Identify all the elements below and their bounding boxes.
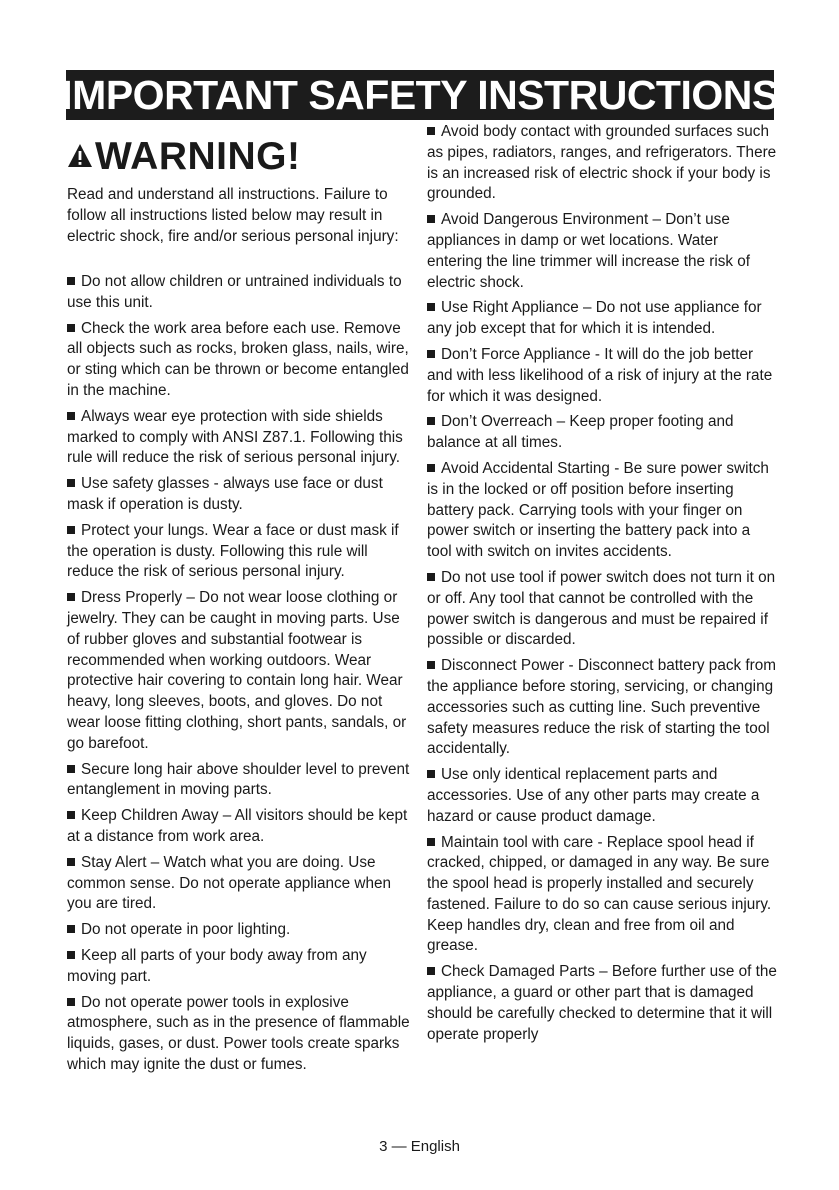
- bullet-icon: [67, 412, 75, 420]
- list-item: Avoid Accidental Starting - Be sure power switch is in the locked or off position before inserting battery pack. Carrying tools with your finger on power switch or inserting the battery pack into a tool with switch on invites accidents.: [427, 459, 769, 561]
- list-item: Secure long hair above shoulder level to prevent entanglement in moving parts.: [67, 760, 410, 799]
- bullet-icon: [427, 838, 435, 846]
- bullet-icon: [67, 998, 75, 1006]
- list-item: Disconnect Power - Disconnect battery pack from the appliance before storing, servicing, or changing accessories such as cutting line. Such preventive safety measures reduce the risk of starting the tool accidentally.: [427, 657, 776, 758]
- bullet-icon: [427, 967, 435, 975]
- page-footer: [0, 1138, 839, 1156]
- list-item: Do not use tool if power switch does not turn it on or off. Any tool that cannot be controlled with the power switch is dangerous and must be repaired if possible or discarded.: [427, 568, 776, 649]
- banner-title: IMPORTANT SAFETY INSTRUCTIONS: [61, 71, 779, 118]
- list-item: Don’t Overreach – Keep proper footing and balance at all times.: [427, 413, 734, 452]
- bullet-icon: [427, 350, 435, 358]
- bullet-icon: [67, 277, 75, 285]
- warning-title: WARNING!: [95, 134, 301, 178]
- list-item: Avoid body contact with grounded surfaces such as pipes, radiators, ranges, and refrigerators. There is an increased risk of electric shock if your body is grounded.: [427, 123, 777, 203]
- page-number-label: 3 — English: [379, 1138, 460, 1155]
- list-item: Dress Properly – Do not wear loose clothing or jewelry. They can be caught in moving parts. Use of rubber gloves and substantial footwear is recommended when working outdoors. Wear protective hair covering to contain long hair. Wear heavy, long sleeves, boots, and gloves. Do not wear loose fitting clothing, short pants, sandals, or go barefoot.: [67, 589, 407, 752]
- bullet-icon: [67, 925, 75, 933]
- warning-triangle-icon: [67, 143, 93, 169]
- warning-intro: Read and understand all instructions. Failure to follow all instructions listed below may result in electric shock, fire and/or serious personal injury:: [67, 186, 399, 245]
- bullet-icon: [427, 303, 435, 311]
- list-item: Avoid Dangerous Environment – Don’t use appliances in damp or wet locations. Water entering the line trimmer will increase the risk of electric shock.: [427, 211, 751, 291]
- list-item: Do not operate power tools in explosive atmosphere, such as in the presence of flammable liquids, gases, or dust. Power tools create sparks which may ignite the dust or fumes.: [67, 993, 410, 1073]
- bullet-icon: [67, 593, 75, 601]
- list-item: Always wear eye protection with side shields marked to comply with ANSI Z87.1. Following this rule will reduce the risk of serious personal injury.: [67, 407, 403, 467]
- list-item: Maintain tool with care - Replace spool head if cracked, chipped, or damaged in any way. Be sure the spool head is properly installed and securely fastened. Failure to do so can cause serious injury. Keep handles dry, clean and free from oil and grease.: [427, 833, 772, 955]
- list-item: Do not operate in poor lighting.: [67, 920, 412, 941]
- bullet-icon: [427, 573, 435, 581]
- list-item: Use safety glasses - always use face or dust mask if operation is dusty.: [67, 475, 383, 513]
- list-item: Protect your lungs. Wear a face or dust mask if the operation is dusty. Following this rule will reduce the risk of serious personal injury.: [67, 521, 399, 581]
- list-item: Keep all parts of your body away from any moving part.: [67, 946, 367, 985]
- bullet-icon: [427, 770, 435, 778]
- bullet-icon: [67, 858, 75, 866]
- bullet-icon: [67, 765, 75, 773]
- right-column: [427, 122, 777, 1050]
- list-item: Check Damaged Parts – Before further use of the appliance, a guard or other part that is damaged should be carefully checked to determine that it will operate properly: [427, 963, 777, 1043]
- bullet-icon: [67, 479, 75, 487]
- bullet-icon: [67, 811, 75, 819]
- bullet-icon: [427, 661, 435, 669]
- bullet-icon: [427, 417, 435, 425]
- bullet-icon: [67, 951, 75, 959]
- list-item: Check the work area before each use. Remove all objects such as rocks, broken glass, nails, wire, or sting which can be thrown or become entangled in the machine.: [67, 319, 409, 399]
- bullet-icon: [67, 526, 75, 534]
- list-item: Use only identical replacement parts and accessories. Use of any other parts may create a hazard or cause product damage.: [427, 766, 760, 825]
- left-column: [67, 122, 412, 1081]
- list-item: Use Right Appliance – Do not use appliance for any job except that for which it is intended.: [427, 299, 762, 338]
- safety-banner: [61, 70, 779, 120]
- bullet-icon: [67, 324, 75, 332]
- list-item: Stay Alert – Watch what you are doing. Use common sense. Do not operate appliance when you are tired.: [67, 853, 391, 913]
- bullet-icon: [427, 127, 435, 135]
- list-item: Don’t Force Appliance - It will do the job better and with less likelihood of a risk of injury at the rate for which it was designed.: [427, 345, 773, 405]
- warning-heading: [67, 134, 412, 178]
- bullet-icon: [427, 464, 435, 472]
- list-item: Keep Children Away – All visitors should be kept at a distance from work area.: [67, 807, 408, 845]
- bullet-icon: [427, 215, 435, 223]
- list-item: Do not allow children or untrained individuals to use this unit.: [67, 273, 402, 311]
